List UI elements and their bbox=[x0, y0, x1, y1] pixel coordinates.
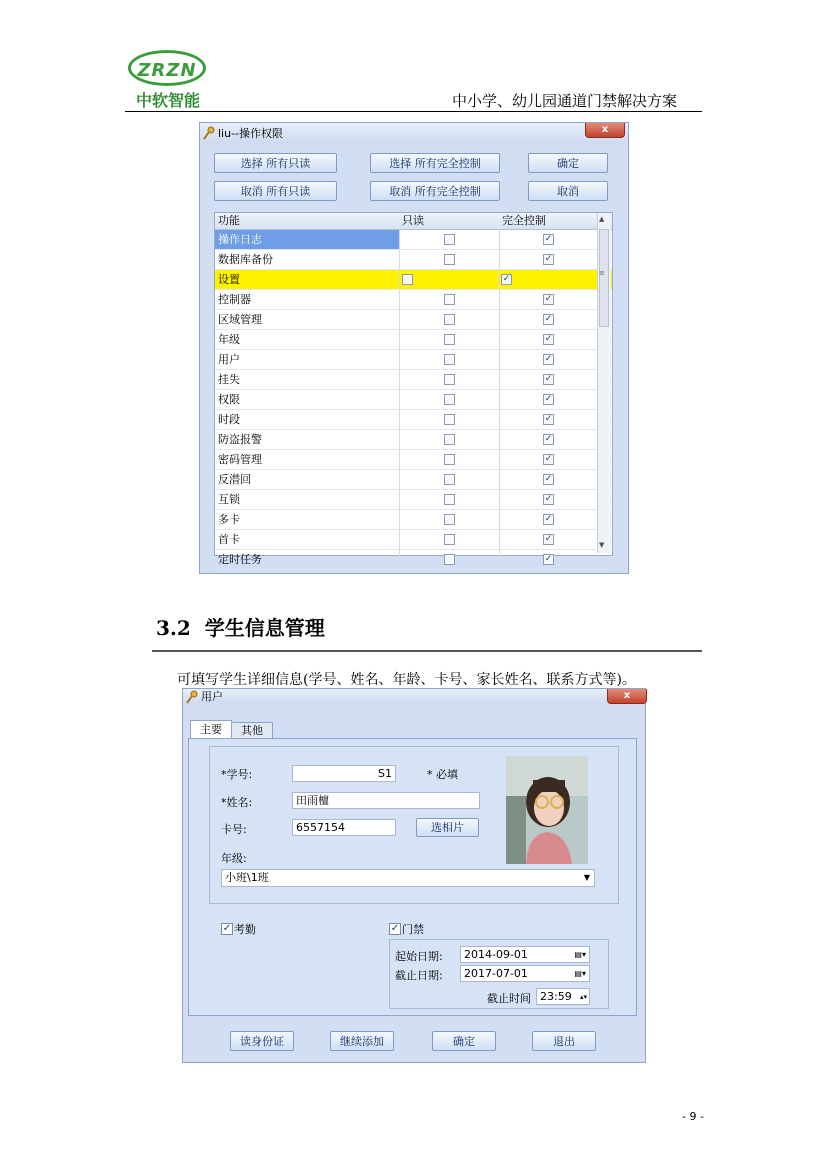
function-cell[interactable]: 反潜回 bbox=[218, 473, 251, 486]
cell-divider bbox=[499, 530, 500, 549]
select-photo-button[interactable]: 选相片 bbox=[416, 818, 479, 837]
cell-divider bbox=[399, 350, 400, 369]
section-description: 可填写学生详细信息(学号、姓名、年龄、卡号、家长姓名、联系方式等)。 bbox=[177, 672, 636, 688]
cell-divider bbox=[399, 550, 400, 569]
table-row[interactable] bbox=[215, 490, 612, 510]
student-id-input[interactable]: S1 bbox=[292, 765, 396, 782]
cell-divider bbox=[399, 470, 400, 489]
table-row[interactable] bbox=[215, 310, 612, 330]
function-cell[interactable]: 挂失 bbox=[218, 373, 240, 386]
read-only-checkbox[interactable] bbox=[444, 314, 455, 325]
attendance-label: 考勤 bbox=[234, 923, 256, 936]
function-cell[interactable]: 权限 bbox=[218, 393, 240, 406]
student-id-label: *学号: bbox=[221, 768, 253, 781]
function-cell[interactable]: 用户 bbox=[218, 353, 240, 366]
read-only-checkbox[interactable] bbox=[444, 394, 455, 405]
scroll-up-icon[interactable]: ▲ bbox=[599, 215, 605, 223]
cell-divider bbox=[499, 510, 500, 529]
section-divider bbox=[152, 650, 702, 652]
cell-divider bbox=[499, 550, 500, 569]
logo-mark: ZRZN bbox=[128, 50, 206, 86]
full-control-checkbox[interactable]: ✓ bbox=[544, 474, 553, 484]
access-label: 门禁 bbox=[402, 923, 424, 936]
read-only-checkbox[interactable] bbox=[444, 434, 455, 445]
attendance-checkbox[interactable]: ✓ bbox=[222, 923, 232, 934]
full-control-checkbox[interactable]: ✓ bbox=[544, 374, 553, 384]
close-button[interactable]: x bbox=[585, 123, 625, 138]
permission-grid bbox=[214, 212, 613, 566]
select-all-full-button[interactable]: 选择 所有完全控制 bbox=[370, 153, 500, 173]
required-note: * 必填 bbox=[427, 768, 458, 781]
exit-button[interactable]: 退出 bbox=[532, 1031, 596, 1051]
logo-text: 中软智能 bbox=[135, 91, 200, 110]
column-read-only[interactable]: 只读 bbox=[402, 214, 424, 227]
permission-window-title: liu--操作权限 bbox=[218, 127, 284, 140]
cell-divider bbox=[399, 450, 400, 469]
section-heading bbox=[156, 612, 325, 641]
section-title: 学生信息管理 bbox=[204, 616, 325, 640]
cell-divider bbox=[399, 270, 400, 289]
full-control-checkbox[interactable]: ✓ bbox=[502, 274, 511, 284]
table-row[interactable] bbox=[215, 290, 612, 310]
cell-divider bbox=[499, 410, 500, 429]
table-row[interactable] bbox=[215, 530, 612, 550]
cell-divider bbox=[499, 490, 500, 509]
read-only-checkbox[interactable] bbox=[444, 374, 455, 385]
cell-divider bbox=[399, 310, 400, 329]
tab-other[interactable]: 其他 bbox=[231, 722, 273, 739]
permission-window-titlebar bbox=[200, 123, 628, 145]
full-control-checkbox[interactable]: ✓ bbox=[544, 514, 553, 524]
function-cell[interactable]: 密码管理 bbox=[218, 453, 262, 466]
function-cell[interactable]: 操作日志 bbox=[215, 230, 399, 249]
end-time-value: 23:59 bbox=[540, 990, 572, 1003]
key-icon bbox=[186, 690, 198, 704]
grid-body bbox=[215, 230, 612, 570]
full-control-checkbox[interactable]: ✓ bbox=[544, 254, 553, 264]
cell-divider bbox=[399, 370, 400, 389]
cell-divider bbox=[499, 430, 500, 449]
page-number: - 9 - bbox=[682, 1110, 704, 1123]
full-control-checkbox[interactable]: ✓ bbox=[544, 554, 553, 564]
user-window-titlebar bbox=[183, 689, 645, 705]
cell-divider bbox=[499, 310, 500, 329]
spinner-icon[interactable]: ▴▾ bbox=[579, 993, 587, 1001]
start-date-value: 2014-09-01 bbox=[464, 948, 528, 961]
read-only-checkbox[interactable] bbox=[444, 414, 455, 425]
table-row[interactable] bbox=[215, 450, 612, 470]
function-cell[interactable]: 区域管理 bbox=[218, 313, 262, 326]
read-only-checkbox[interactable] bbox=[444, 514, 455, 525]
end-date-value: 2017-07-01 bbox=[464, 967, 528, 980]
cell-divider bbox=[399, 390, 400, 409]
full-control-checkbox[interactable]: ✓ bbox=[544, 434, 553, 444]
table-row[interactable] bbox=[215, 390, 612, 410]
grade-select[interactable] bbox=[221, 869, 595, 887]
function-cell[interactable]: 数据库备份 bbox=[218, 253, 273, 266]
function-cell[interactable]: 控制器 bbox=[218, 293, 251, 306]
card-label: 卡号: bbox=[221, 823, 247, 836]
table-row[interactable] bbox=[215, 230, 612, 250]
end-date-label: 截止日期: bbox=[395, 969, 443, 982]
cancel-all-read-button[interactable]: 取消 所有只读 bbox=[214, 181, 337, 201]
end-time-label: 截止时间 bbox=[487, 992, 531, 1005]
cell-divider bbox=[499, 270, 500, 289]
read-only-checkbox[interactable] bbox=[444, 334, 455, 345]
table-row[interactable] bbox=[215, 330, 612, 350]
read-only-checkbox[interactable] bbox=[444, 254, 455, 265]
cell-divider bbox=[499, 370, 500, 389]
grade-value: 小班\1班 bbox=[225, 871, 269, 884]
full-control-checkbox[interactable]: ✓ bbox=[544, 414, 553, 424]
read-only-checkbox[interactable] bbox=[444, 354, 455, 365]
cell-divider bbox=[499, 230, 500, 249]
cell-divider bbox=[499, 470, 500, 489]
full-control-checkbox[interactable]: ✓ bbox=[544, 534, 553, 544]
cell-divider bbox=[399, 490, 400, 509]
full-control-checkbox[interactable]: ✓ bbox=[544, 314, 553, 324]
select-all-read-button[interactable]: 选择 所有只读 bbox=[214, 153, 337, 173]
table-row[interactable] bbox=[215, 430, 612, 450]
function-cell[interactable]: 年级 bbox=[218, 333, 240, 346]
card-input[interactable]: 6557154 bbox=[292, 819, 396, 836]
calendar-dropdown-icon[interactable]: ▤▾ bbox=[574, 969, 586, 978]
cell-divider bbox=[499, 350, 500, 369]
read-only-checkbox[interactable] bbox=[444, 494, 455, 505]
cell-divider bbox=[399, 410, 400, 429]
full-control-checkbox[interactable]: ✓ bbox=[544, 334, 553, 344]
confirm-button[interactable]: 确定 bbox=[528, 153, 608, 173]
cell-divider bbox=[399, 530, 400, 549]
access-checkbox[interactable]: ✓ bbox=[390, 923, 400, 934]
full-control-checkbox[interactable]: ✓ bbox=[544, 354, 553, 364]
cell-divider bbox=[399, 430, 400, 449]
section-number: 3.2 bbox=[156, 616, 191, 640]
table-row[interactable] bbox=[215, 550, 612, 570]
student-photo bbox=[506, 756, 588, 864]
cell-divider bbox=[499, 290, 500, 309]
scroll-grip-icon: ≡ bbox=[599, 269, 605, 277]
cancel-all-full-button[interactable]: 取消 所有完全控制 bbox=[370, 181, 500, 201]
tab-main[interactable]: 主要 bbox=[190, 720, 232, 739]
cell-divider bbox=[499, 450, 500, 469]
full-control-checkbox[interactable]: ✓ bbox=[544, 454, 553, 464]
function-cell[interactable]: 首卡 bbox=[218, 533, 240, 546]
function-cell[interactable]: 定时任务 bbox=[218, 553, 262, 566]
full-control-checkbox[interactable]: ✓ bbox=[544, 294, 553, 304]
read-only-checkbox[interactable] bbox=[402, 274, 413, 285]
read-only-checkbox[interactable] bbox=[444, 534, 455, 545]
cell-divider bbox=[399, 290, 400, 309]
full-control-checkbox[interactable]: ✓ bbox=[544, 234, 553, 244]
grid-scrollbar[interactable] bbox=[597, 213, 611, 553]
scroll-down-icon[interactable]: ▼ bbox=[599, 541, 605, 549]
cell-divider bbox=[399, 510, 400, 529]
cell-divider bbox=[399, 250, 400, 269]
table-row[interactable] bbox=[215, 270, 612, 290]
end-date-input[interactable] bbox=[460, 965, 590, 982]
start-date-label: 起始日期: bbox=[395, 950, 443, 963]
full-control-checkbox[interactable]: ✓ bbox=[544, 394, 553, 404]
read-only-checkbox[interactable] bbox=[444, 294, 455, 305]
table-row[interactable] bbox=[215, 350, 612, 370]
cell-divider bbox=[399, 330, 400, 349]
name-label: *姓名: bbox=[221, 796, 253, 809]
read-only-checkbox[interactable] bbox=[444, 234, 455, 245]
user-window-title: 用户 bbox=[201, 690, 223, 703]
read-only-checkbox[interactable] bbox=[444, 554, 455, 565]
function-cell[interactable]: 时段 bbox=[218, 413, 240, 426]
confirm-button[interactable]: 确定 bbox=[432, 1031, 496, 1051]
cell-divider bbox=[499, 330, 500, 349]
document-title: 中小学、幼儿园通道门禁解决方案 bbox=[451, 92, 677, 110]
read-only-checkbox[interactable] bbox=[444, 454, 455, 465]
table-row[interactable] bbox=[215, 370, 612, 390]
grade-label: 年级: bbox=[221, 852, 247, 865]
scroll-thumb[interactable] bbox=[599, 229, 609, 327]
read-only-checkbox[interactable] bbox=[444, 474, 455, 485]
full-control-checkbox[interactable]: ✓ bbox=[544, 494, 553, 504]
end-time-input[interactable] bbox=[536, 988, 590, 1005]
read-id-button[interactable]: 读身份证 bbox=[230, 1031, 294, 1051]
column-function[interactable]: 功能 bbox=[218, 214, 240, 227]
grid-header bbox=[215, 213, 612, 230]
continue-add-button[interactable]: 继续添加 bbox=[330, 1031, 394, 1051]
column-full-control[interactable]: 完全控制 bbox=[502, 214, 546, 227]
function-cell[interactable]: 设置 bbox=[218, 273, 240, 286]
table-row[interactable] bbox=[215, 410, 612, 430]
table-row[interactable] bbox=[215, 510, 612, 530]
cell-divider bbox=[399, 230, 400, 249]
calendar-dropdown-icon[interactable]: ▤▾ bbox=[574, 950, 586, 959]
table-row[interactable] bbox=[215, 470, 612, 490]
function-cell[interactable]: 多卡 bbox=[218, 513, 240, 526]
cancel-button[interactable]: 取消 bbox=[528, 181, 608, 201]
cell-divider bbox=[499, 250, 500, 269]
chevron-down-icon[interactable]: ▼ bbox=[583, 873, 590, 882]
table-row[interactable] bbox=[215, 250, 612, 270]
key-icon bbox=[203, 126, 215, 140]
function-cell[interactable]: 互锁 bbox=[218, 493, 240, 506]
close-button[interactable]: x bbox=[607, 689, 647, 704]
start-date-input[interactable] bbox=[460, 946, 590, 963]
name-input[interactable]: 田雨檀 bbox=[292, 792, 480, 809]
function-cell[interactable]: 防盗报警 bbox=[218, 433, 262, 446]
header-divider bbox=[125, 111, 702, 112]
cell-divider bbox=[499, 390, 500, 409]
